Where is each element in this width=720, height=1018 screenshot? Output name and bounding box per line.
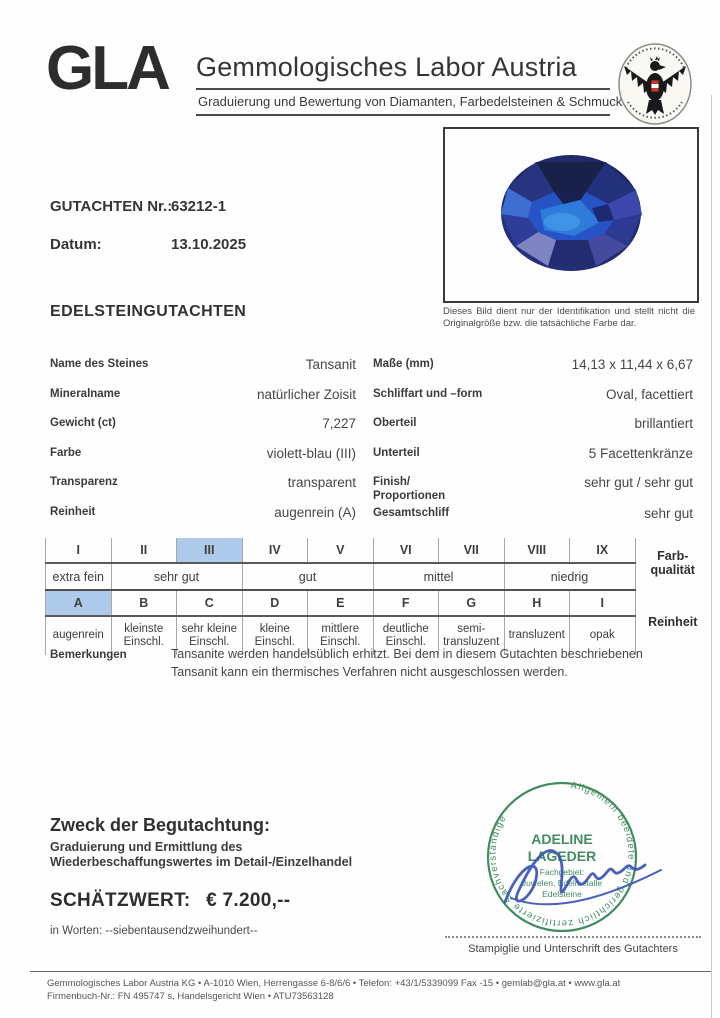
lab-subtitle: Graduierung und Bewertung von Diamanten, Farbedelsteinen & Schmuck (198, 94, 623, 109)
color-quality-group: extra fein (46, 563, 112, 590)
estimate-value: € 7.200,-- (206, 890, 291, 911)
color-grade-cell-8: IX (570, 538, 636, 563)
grading-table (45, 538, 710, 655)
gla-logo: GLA (46, 34, 168, 103)
field-value: transparent (287, 475, 356, 491)
color-grade-cell-6: VII (439, 538, 505, 563)
field-value: 5 Facettenkränze (588, 445, 693, 461)
field-label: Gesamtschliff (373, 507, 450, 520)
report-number-label: GUTACHTEN Nr.: (50, 198, 173, 215)
field-value: Oval, facettiert (605, 386, 693, 402)
footer-divider (30, 971, 712, 972)
field-row (373, 387, 693, 417)
clarity-desc-cell: deutliche Einschl. (373, 616, 439, 655)
fields-left-column (50, 357, 356, 535)
clarity-grade-cell-2: C (177, 590, 243, 616)
field-label: Schliffart und –form (373, 387, 483, 400)
field-value: brillantiert (634, 416, 693, 432)
field-row (373, 416, 693, 446)
clarity-desc-cell: sehr kleine Einschl. (177, 616, 243, 655)
clarity-desc-cell: augenrein (46, 616, 112, 655)
purpose-line-2: Wiederbeschaffungswertes im Detail-/Einzelhandel (50, 855, 353, 869)
estimate-label: SCHÄTZWERT: (50, 890, 191, 911)
header-divider-top (196, 88, 610, 90)
photo-caption: Dieses Bild dient nur der Identifikation und stellt nicht die Originalgröße bzw. die tatsächliche Farbe dar. (443, 306, 695, 330)
stamp-name-line1: ADELINE (531, 831, 593, 847)
field-label: Farbe (50, 446, 82, 459)
stamp-ring-text: Allgemein beeidete und gerichtlich zertifizierte Sachverständige (487, 780, 637, 929)
clarity-desc-cell: opak (570, 616, 636, 655)
field-label: Gewicht (ct) (50, 417, 116, 430)
color-quality-group: niedrig (504, 563, 635, 590)
footer-line-1: Gemmologisches Labor Austria KG • A-1010 Wien, Herrengasse 6-8/6/6 • Telefon: +43/1/5339099 Fax -15 • gemlab@gla.at • www.gla.at (47, 978, 621, 989)
date-label: Datum: (50, 236, 102, 253)
clarity-grade-scale-row (46, 590, 711, 616)
field-row (50, 357, 356, 387)
field-label: Unterteil (373, 446, 420, 459)
clarity-desc-cell: semi-transluzent (439, 616, 505, 655)
scan-edge-artifact (711, 95, 712, 1018)
section-title: EDELSTEINGUTACHTEN (50, 303, 247, 320)
color-grade-cell-7: VIII (504, 538, 570, 563)
clarity-grade-cell-8: I (570, 590, 636, 616)
clarity-grade-cell-1: B (111, 590, 177, 616)
purpose-heading: Zweck der Begutachtung: (50, 815, 271, 835)
header-divider-bottom (196, 114, 610, 116)
color-grade-cell-3: IV (242, 538, 308, 563)
field-value: augenrein (A) (274, 504, 356, 520)
austrian-eagle-emblem-icon (616, 42, 694, 126)
fields-right-column (373, 357, 693, 536)
clarity-desc-cell: kleinste Einschl. (111, 616, 177, 655)
field-value: 14,13 x 11,44 x 6,67 (571, 357, 693, 372)
field-value: sehr gut / sehr gut (584, 475, 693, 491)
field-row (373, 446, 693, 476)
lab-title: Gemmologisches Labor Austria (196, 52, 577, 82)
color-grade-cell-0: I (46, 538, 112, 563)
field-label: Finish/ Proportionen (373, 476, 446, 502)
gemstone-photo (445, 129, 695, 297)
field-row (373, 475, 693, 506)
stamp-field-line1: Juwelen, Edelmetalle (521, 878, 603, 888)
remarks-label: Bemerkungen (50, 649, 127, 661)
clarity-desc-cell: transluzent (504, 616, 570, 655)
field-row (50, 475, 356, 505)
stamp-field-line2: Edelsteine (542, 889, 582, 899)
color-grade-cell-1: II (111, 538, 177, 563)
footer-line-2: Firmenbuch-Nr.: FN 495747 s, Handelsgericht Wien • ATU73563128 (47, 991, 334, 1002)
field-row (373, 506, 693, 536)
field-label: Name des Steines (50, 358, 149, 370)
stamp-name-line2: LAGEDER (527, 848, 597, 864)
field-label: Maße (mm) (373, 358, 434, 370)
estimate-in-words: in Worten: --siebentausendzweihundert-- (50, 925, 258, 937)
date-value: 13.10.2025 (171, 236, 247, 253)
estimate-line (50, 890, 290, 912)
field-value: 7,227 (322, 416, 356, 432)
color-axis-label: Farb-qualität (650, 549, 695, 577)
gemstone-photo-frame (443, 127, 699, 303)
clarity-grade-cell-4: E (308, 590, 374, 616)
field-label: Reinheit (50, 505, 96, 518)
clarity-grade-cell-0: A (46, 590, 112, 616)
remarks-text: Tansanite werden handelsüblich erhitzt. Bei dem in diesem Gutachten beschriebenen Tansanit kann ein thermisches Verfahren nicht ausgeschlossen werden. (171, 647, 643, 679)
expert-stamp (447, 780, 687, 940)
field-value: Tansanit (305, 357, 356, 372)
color-grade-cell-4: V (308, 538, 374, 563)
field-row (50, 505, 356, 535)
field-value: natürlicher Zoisit (256, 386, 356, 402)
signature-dotted-line (445, 936, 701, 938)
clarity-grade-cell-5: F (373, 590, 439, 616)
field-row (50, 387, 356, 417)
field-row (50, 446, 356, 476)
stamp-caption: Stampiglie und Unterschrift des Gutachters (468, 943, 678, 955)
field-label: Mineralname (50, 387, 121, 400)
purpose-line-1: Graduierung und Ermittlung des (50, 840, 243, 854)
clarity-grade-cell-6: G (439, 590, 505, 616)
clarity-axis-label: Reinheit (648, 614, 698, 629)
color-grade-scale-row (46, 538, 711, 563)
color-quality-group: mittel (373, 563, 504, 590)
field-row (50, 416, 356, 446)
color-grade-cell-5: VI (373, 538, 439, 563)
field-value: sehr gut (644, 506, 693, 522)
color-grade-cell-2: III (177, 538, 243, 563)
color-quality-group: gut (242, 563, 373, 590)
field-label: Transparenz (50, 476, 118, 489)
field-row (373, 357, 693, 387)
field-label: Oberteil (373, 417, 417, 430)
clarity-grade-cell-7: H (504, 590, 570, 616)
color-quality-row (46, 563, 711, 590)
color-quality-group: sehr gut (111, 563, 242, 590)
clarity-desc-cell: kleine Einschl. (242, 616, 308, 655)
stamp-field-label: Fachgebiet: (539, 867, 585, 877)
clarity-desc-cell: mittlere Einschl. (308, 616, 374, 655)
report-number-value: 63212-1 (171, 198, 227, 215)
clarity-grade-cell-3: D (242, 590, 308, 616)
field-value: violett-blau (III) (266, 445, 356, 461)
